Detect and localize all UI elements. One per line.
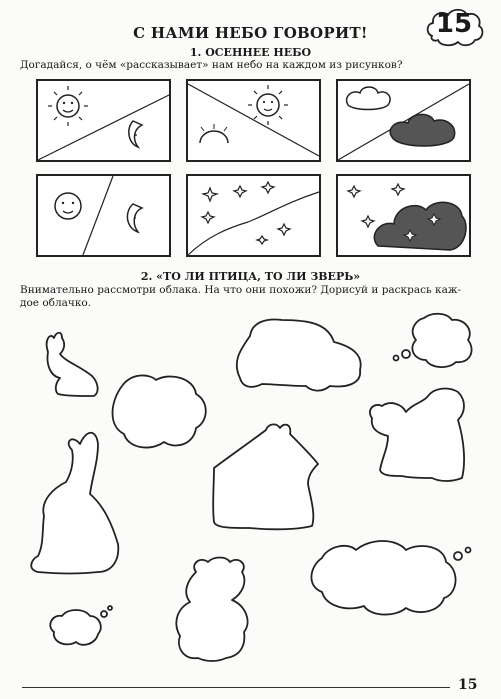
section2-instruction-line2: дое облачко. <box>20 297 92 309</box>
tall-rabbit-cloud <box>31 433 118 574</box>
small-cloud-bottom-left <box>50 610 101 645</box>
clouds-diagonal-illustration <box>338 81 469 160</box>
sky-panel-4 <box>36 174 171 257</box>
section1-heading: 1. ОСЕННЕЕ НЕБО <box>189 46 312 59</box>
house-cloud <box>213 424 318 529</box>
sun-moon-diagonal-illustration <box>38 81 169 160</box>
stars-cloud-illustration <box>338 176 469 255</box>
thought-bubble <box>454 552 462 560</box>
bear-cloud <box>176 558 247 662</box>
badge-number: 15 <box>435 9 473 39</box>
car-cloud <box>237 320 361 391</box>
thought-cloud-top-right <box>412 314 471 367</box>
cloud-shapes-illustration <box>0 310 501 680</box>
sky-panel-1 <box>36 79 171 162</box>
thought-bubble <box>466 548 471 553</box>
section2-heading: 2. «ТО ЛИ ПТИЦА, ТО ЛИ ЗВЕРЬ» <box>140 270 361 283</box>
sky-panel-5 <box>186 174 321 257</box>
sky-panel-3 <box>336 79 471 162</box>
moon-night-diagonal-illustration <box>38 176 169 255</box>
cloud-bottom-right <box>311 541 455 615</box>
sky-panel-6 <box>336 174 471 257</box>
footer-rule <box>22 687 450 688</box>
thought-bubble <box>394 356 399 361</box>
sunset-diagonal-illustration <box>188 81 319 160</box>
sky-panel-2 <box>186 79 321 162</box>
page-title: С НАМИ НЕБО ГОВОРИТ! <box>133 24 368 42</box>
small-rabbit-cloud <box>47 333 98 396</box>
cloud-left <box>113 375 206 447</box>
page-number: 15 <box>458 677 478 693</box>
section1-instruction: Догадайся, о чём «рассказывает» нам небо на каждом из рисунков? <box>20 59 403 71</box>
dog-cloud <box>370 389 464 481</box>
section2-instruction-line1: Внимательно рассмотри облака. На что они похожи? Дорисуй и раскрась каж- <box>20 284 462 296</box>
stars-diagonal-illustration <box>188 176 319 255</box>
thought-bubble <box>101 611 107 617</box>
thought-bubble <box>108 606 112 610</box>
thought-bubble <box>402 350 410 358</box>
